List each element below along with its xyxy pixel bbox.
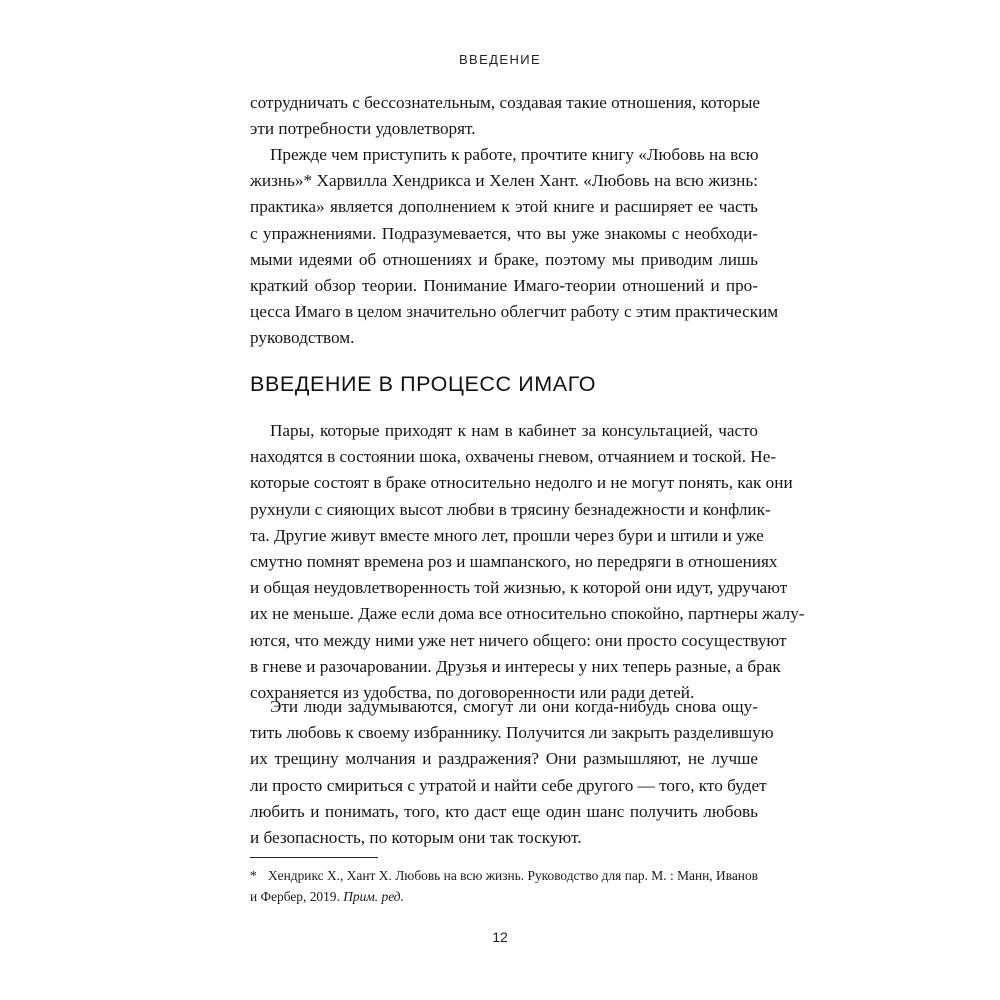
- footnote-marker: *: [250, 868, 257, 883]
- text-line: эти потребности удовлетворят.: [250, 119, 476, 139]
- text-line: ли просто смириться с утратой и найти себе другого — того, кто будет: [250, 775, 767, 795]
- text-line: любить и понимать, того, кто даст еще один шанс получить любовь: [250, 801, 758, 821]
- text-line: которые состоят в браке относительно недолго и не могут понять, как они: [250, 473, 793, 493]
- footnote-citation-end: и Фербер, 2019.: [250, 888, 340, 904]
- paragraph-reflection: [250, 694, 774, 851]
- text-line: и общая неудовлетворенность той жизнью, к которой они идут, удручают: [250, 578, 788, 598]
- text-line: находятся в состоянии шока, охвачены гневом, отчаянием и тоской. Не-: [250, 447, 777, 467]
- text-line: их трещину молчания и раздражения? Они размышляют, не лучше: [250, 749, 758, 769]
- text-line: рухнули с сияющих высот любви в трясину безнадежности и конфлик-: [250, 499, 771, 519]
- text-line: и безопасность, по которым они так тоскуют.: [250, 827, 582, 847]
- text-line: тить любовь к своему избраннику. Получится ли закрыть разделившую: [250, 723, 774, 743]
- paragraph-continuation: [250, 90, 761, 142]
- text-line: краткий обзор теории. Понимание Имаго-теории отношений и про-: [250, 275, 758, 295]
- running-head: ВВЕДЕНИЕ: [458, 52, 542, 67]
- text-line: Прежде чем приступить к работе, прочтите книгу «Любовь на всю: [270, 145, 759, 164]
- text-line: с упражнениями. Подразумевается, что вы уже знакомы с необходи-: [250, 223, 758, 243]
- paragraph-intro-reading: [250, 142, 779, 352]
- footnote-citation: Хендрикс Х., Хант Х. Любовь на всю жизнь. Руководство для пар. М. : Манн, Иванов: [268, 868, 758, 883]
- text-line: мыми идеями об отношениях и браке, поэтому мы приводим лишь: [250, 249, 758, 269]
- text-line: Эти люди задумываются, смогут ли они когда-нибудь снова ощу-: [270, 697, 758, 716]
- section-heading: ВВЕДЕНИЕ В ПРОЦЕСС ИМАГО: [250, 372, 597, 396]
- text-line: жизнь»* Харвилла Хендрикса и Хелен Хант. «Любовь на всю жизнь:: [250, 171, 758, 191]
- text-line: руководством.: [250, 328, 355, 348]
- text-line: сохраняется из удобства, по договоренности или ради детей.: [250, 682, 695, 702]
- page-number: 12: [492, 929, 508, 945]
- text-line: смутно помнят времена роз и шампанского, но передряги в отношениях: [250, 551, 778, 571]
- footnote-divider: [250, 857, 378, 858]
- text-line: та. Другие живут вместе много лет, прошли через бури и штили и уже: [250, 525, 764, 545]
- text-line: их не меньше. Даже если дома все относительно спокойно, партнеры жалу-: [250, 604, 805, 624]
- text-line: в гневе и разочаровании. Друзья и интересы у них теперь разные, а брак: [250, 656, 781, 676]
- paragraph-couples: [250, 418, 805, 706]
- text-line: Пары, которые приходят к нам в кабинет за консультацией, часто: [270, 421, 758, 440]
- footnote-line: [250, 866, 758, 887]
- text-line: цесса Имаго в целом значительно облегчит работу с этим практическим: [250, 302, 779, 322]
- text-line: практика» является дополнением к этой книге и расширяет ее часть: [250, 197, 758, 217]
- text-line: ются, что между ними уже нет ничего общего: они просто сосуществуют: [250, 630, 787, 650]
- footnote-editor-note: Прим. ред.: [343, 888, 404, 904]
- footnote-line: [250, 887, 758, 908]
- footnote: [250, 866, 758, 907]
- text-line: сотрудничать с бессознательным, создавая такие отношения, которые: [250, 93, 761, 112]
